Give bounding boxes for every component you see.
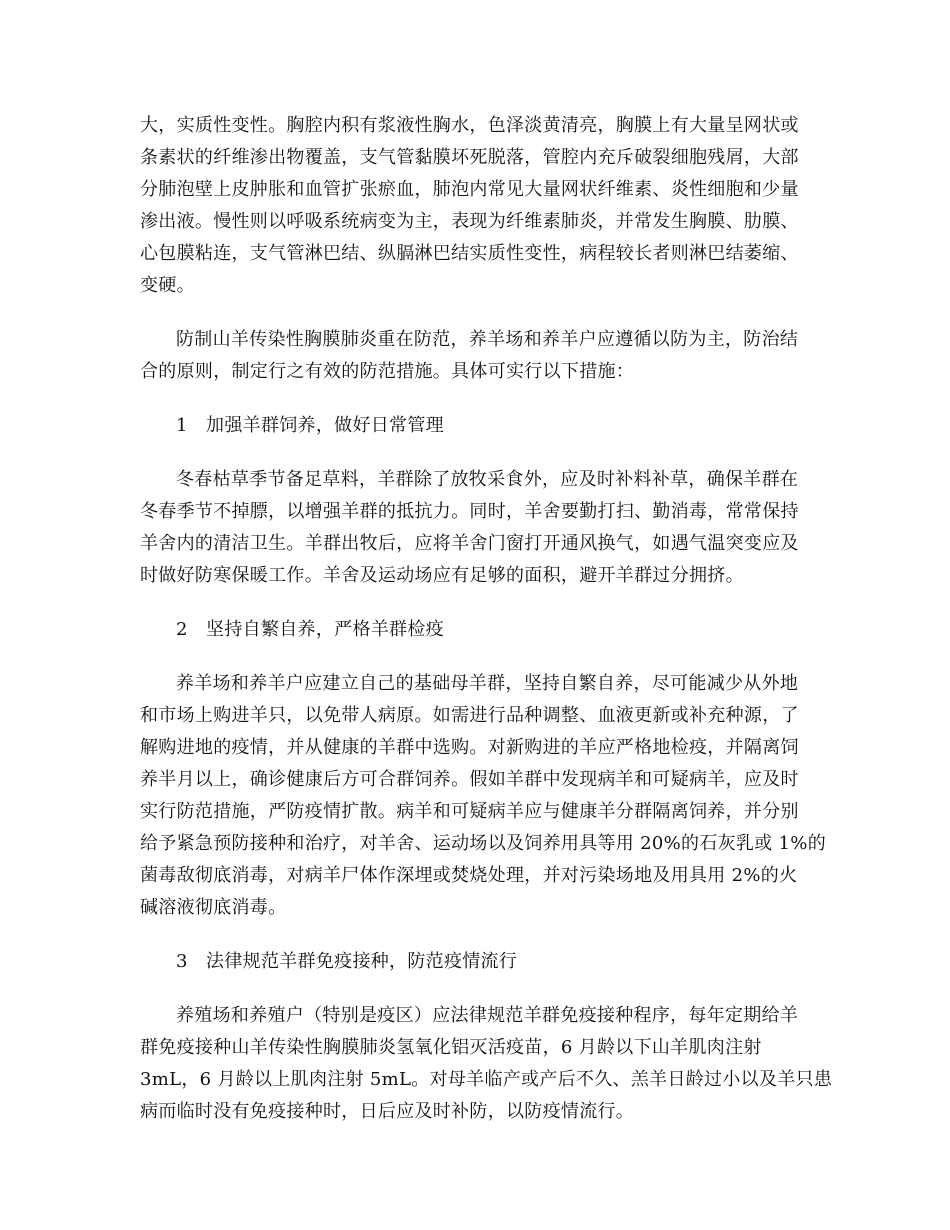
paragraph-lesion-description xyxy=(140,110,810,302)
text-line: 时做好防寒保暖工作。羊舍及运动场应有足够的面积，避开羊群过分拥挤。 xyxy=(140,565,744,586)
section-heading-3 xyxy=(140,946,810,978)
text-line: 渗出液。慢性则以呼吸系统病变为主，表现为纤维素肺炎，并常发生胸膜、肋膜、 xyxy=(140,211,799,232)
text-line: 解购进地的疫情，并从健康的羊群中选购。对新购进的羊应严格地检疫，并隔离饲 xyxy=(140,737,799,758)
text-line: 病而临时没有免疫接种时，日后应及时补防，以防疫情流行。 xyxy=(140,1101,635,1122)
document-body xyxy=(140,110,833,1128)
text-line: 冬春枯草季节备足草料，羊群除了放牧采食外，应及时补料补草，确保羊群在 xyxy=(176,469,799,490)
paragraph-feeding-management xyxy=(140,464,810,592)
paragraph-vaccination xyxy=(140,1000,833,1128)
text-line: 冬春季节不掉膘，以增强羊群的抵抗力。同时，羊舍要勤打扫、勤消毒，常常保持 xyxy=(140,501,799,522)
text-line: 羊舍内的清洁卫生。羊群出牧后，应将羊舍门窗打开通风换气，如遇气温突变应及 xyxy=(140,533,799,554)
text-line: 养羊场和养羊户应建立自己的基础母羊群，坚持自繁自养，尽可能减少从外地 xyxy=(176,673,799,694)
text-line: 条素状的纤维渗出物覆盖，支气管黏膜坏死脱落，管腔内充斥破裂细胞残屑，大部 xyxy=(140,147,799,168)
text-line: 变硬。 xyxy=(140,275,195,296)
text-line: 和市场上购进羊只，以免带人病原。如需进行品种调整、血液更新或补充种源，了 xyxy=(140,705,799,726)
section-heading-1 xyxy=(140,410,810,442)
text-line: 养半月以上，确诊健康后方可合群饲养。假如羊群中发现病羊和可疑病羊，应及时 xyxy=(140,769,799,790)
text-line: 菌毒敌彻底消毒，对病羊尸体作深埋或焚烧处理，并对污染场地及用具用 2%的火 xyxy=(140,865,798,886)
text-line: 实行防范措施，严防疫情扩散。病羊和可疑病羊应与健康羊分群隔离饲养，并分别 xyxy=(140,801,799,822)
heading-text: 3 法律规范羊群免疫接种，防范疫情流行 xyxy=(176,951,518,972)
paragraph-prevention-intro xyxy=(140,324,810,388)
text-line: 养殖场和养殖户（特别是疫区）应法律规范羊群免疫接种程序，每年定期给羊 xyxy=(176,1005,799,1026)
text-line: 大，实质性变性。胸腔内积有浆液性胸水，色泽淡黄清亮，胸膜上有大量呈网状或 xyxy=(140,115,799,136)
text-line: 给予紧急预防接种和治疗，对羊舍、运动场以及饲养用具等用 20%的石灰乳或 1%的 xyxy=(140,833,827,854)
heading-text: 1 加强羊群饲养，做好日常管理 xyxy=(176,415,444,436)
text-line: 碱溶液彻底消毒。 xyxy=(140,897,287,918)
section-heading-2 xyxy=(140,614,810,646)
paragraph-quarantine xyxy=(140,668,827,924)
text-line: 群免疫接种山羊传染性胸膜肺炎氢氧化铝灭活疫苗，6 月龄以下山羊肌肉注射 xyxy=(140,1037,762,1058)
text-line: 心包膜粘连，支气管淋巴结、纵膈淋巴结实质性变性，病程较长者则淋巴结萎缩、 xyxy=(140,243,799,264)
heading-text: 2 坚持自繁自养，严格羊群检疫 xyxy=(176,619,444,640)
text-line: 合的原则，制定行之有效的防范措施。具体可实行以下措施： xyxy=(140,361,635,382)
text-line: 防制山羊传染性胸膜肺炎重在防范，养羊场和养羊户应遵循以防为主，防治结 xyxy=(176,329,799,350)
text-line: 3mL，6 月龄以上肌肉注射 5mL。对母羊临产或产后不久、羔羊日龄过小以及羊只患 xyxy=(140,1069,833,1090)
text-line: 分肺泡壁上皮肿胀和血管扩张瘀血，肺泡内常见大量网状纤维素、炎性细胞和少量 xyxy=(140,179,799,200)
